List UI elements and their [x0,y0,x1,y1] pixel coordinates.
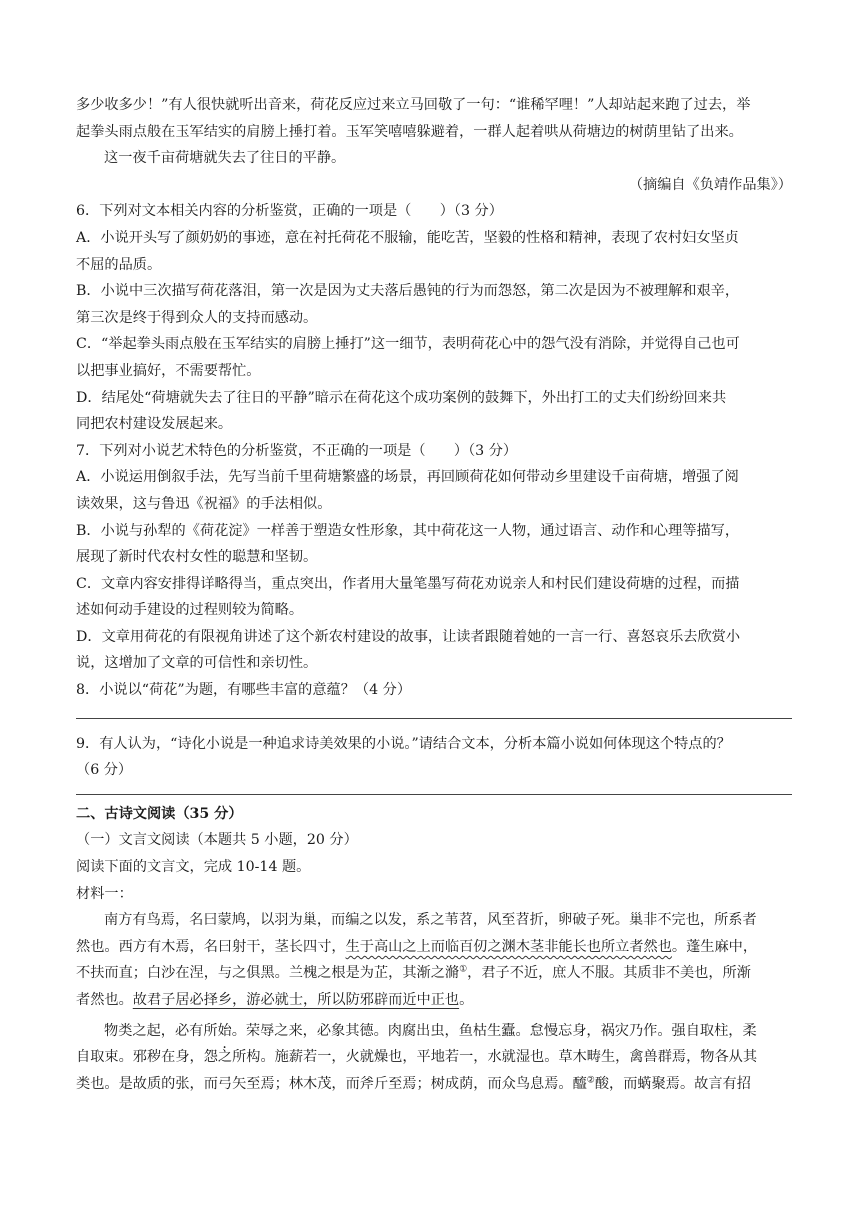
classical-text-line: 南方有鸟焉，名曰蒙鸠，以羽为巢，而编之以发，系之苇苕，风至苕折，卵破子死。巢非不完也，所系者 [104,912,757,929]
story-line: 起拳头雨点般在玉军结实的肩膀上捶打着。玉军笑嘻嘻躲避着，一群人起着哄从荷塘边的树荫里钻了出来。 [76,123,743,140]
question-6-option-c-cont: 以把事业搞好，不需要帮忙。 [76,362,261,379]
classical-text-line: 不扶而直；白沙在涅，与之俱黑。兰槐之根是为芷，其渐之滫①，君子不近，庶人不服。其质非不美也，所渐 [76,964,751,982]
question-7-option-b: B．小说与孙犁的《荷花淀》一样善于塑造女性形象，其中荷花这一人物，通过语言、动作和心理等描写， [76,522,740,539]
subsection-title: （一）文言文阅读（本题共 5 小题，20 分） [76,832,358,849]
underlined-sentence: 故君子居必择乡，游必就士，所以防邪辟而近中正也 [132,992,460,1008]
question-7-option-c: C．文章内容安排得详略得当，重点突出，作者用大量笔墨写荷花劝说亲人和村民们建设荷塘的过程，而描 [76,575,740,592]
question-8-stem: 8．小说以“荷花”为题，有哪些丰富的意蕴？（4 分） [76,682,412,699]
question-6-option-a: A．小说开头写了颜奶奶的事迹，意在衬托荷花不服输，能吃苦，坚毅的性格和精神，表现了农村妇女坚贞 [76,229,739,246]
question-6-stem: 6．下列对文本相关内容的分析鉴赏，正确的一项是（ ）（3 分） [76,203,503,220]
classical-text-line: 然也。西方有木焉，名曰射干，茎长四寸，生于高山之上而临百仞之渊木茎非能长也所立者然也。蓬生麻中， [76,938,758,955]
footnote-mark: ① [459,964,468,975]
question-6-option-b: B．小说中三次描写荷花落泪，第一次是因为丈夫落后愚钝的行为而怨怒，第二次是因为不被理解和艰辛， [76,283,740,300]
question-7-option-d-cont: 说，这增加了文章的可信性和亲切性。 [76,655,318,672]
question-7-option-a: A．小说运用倒叙手法，先写当前千里荷塘繁盛的场景，再回顾荷花如何带动乡里建设千亩荷塘，增强了阅 [76,469,739,486]
classical-text-line: 自取束。邪秽在身，怨之所构。施薪若一，火就燥也，平地若一，水就湿也。草木畴生，禽兽群焉，物各从其 [76,1049,758,1066]
material-label: 材料一： [76,885,133,902]
classical-text-line: 物类之起，必有所始。荣辱之来，必象其德。肉腐出虫，鱼枯生蠹。怠慢忘身，祸灾乃作。强自取柱，柔 [104,1022,757,1039]
classical-text-line: 者然也。故君子居必择乡，游必就士，所以防邪辟而近中正也。 [76,992,474,1008]
reading-instruction: 阅读下面的文言文，完成 10-14 题。 [76,859,311,876]
question-6-option-b-cont: 第三次是终于得到众人的支持而感动。 [76,309,318,326]
question-7-option-b-cont: 展现了新时代农村女性的聪慧和坚韧。 [76,549,318,566]
story-line: 多少收多少！”有人很快就听出音来，荷花反应过来立马回敬了一句：“谁稀罕哩！”人却站起来跑了过去，举 [76,97,751,113]
document-page [76,92,792,1097]
question-6-option-a-cont: 不屈的品质。 [76,256,162,273]
question-6-option-d-cont: 同把农村建设发展起来。 [76,416,233,433]
question-7-option-a-cont: 读效果，这与鲁迅《祝福》的手法相似。 [76,495,332,512]
question-7-stem: 7．下列对小说艺术特色的分析鉴赏，不正确的一项是（ ）（3 分） [76,442,518,459]
question-9-points: （6 分） [76,762,133,779]
question-7-option-d: D．文章用荷花的有限视角讲述了这个新农村建设的故事，让读者跟随着她的一言一行、喜怒哀乐去欣赏小 [76,628,741,645]
classical-text-line: 类也。是故质的张，而弓矢至焉；林木茂，而斧斤至焉；树成荫，而众鸟息焉。醯②酸，而蜹聚焉。故言有招 [76,1075,751,1092]
question-7-option-c-cont: 述如何动手建设的过程则较为简略。 [76,602,304,619]
footnote-mark: ② [586,1075,595,1086]
question-9-stem: 9．有人认为，“诗化小说是一种追求诗美效果的小说。”请结合文本，分析本篇小说如何体现这个特点的？ [76,735,731,752]
wavy-underlined-sentence: 生于高山之上而临百仞之渊木茎非能长也所立者然也 [345,938,672,955]
answer-line[interactable] [76,718,792,719]
story-line: 这一夜千亩荷塘就失去了往日的平静。 [104,150,346,167]
story-source: （摘编自《负靖作品集》） [628,176,792,193]
answer-line[interactable] [76,794,792,795]
question-6-option-d: D．结尾处“荷塘就失去了往日的平静”暗示在荷花这个成功案例的鼓舞下，外出打工的丈夫们纷纷回来共 [76,389,727,406]
question-6-option-c: C．“举起拳头雨点般在玉军结实的肩膀上捶打”这一细节，表明荷花心中的怨气没有消除，并觉得自己也可 [76,336,740,353]
dotted-character: 始 [217,1022,232,1039]
section-title: 二、古诗文阅读（35 分） [76,805,243,822]
